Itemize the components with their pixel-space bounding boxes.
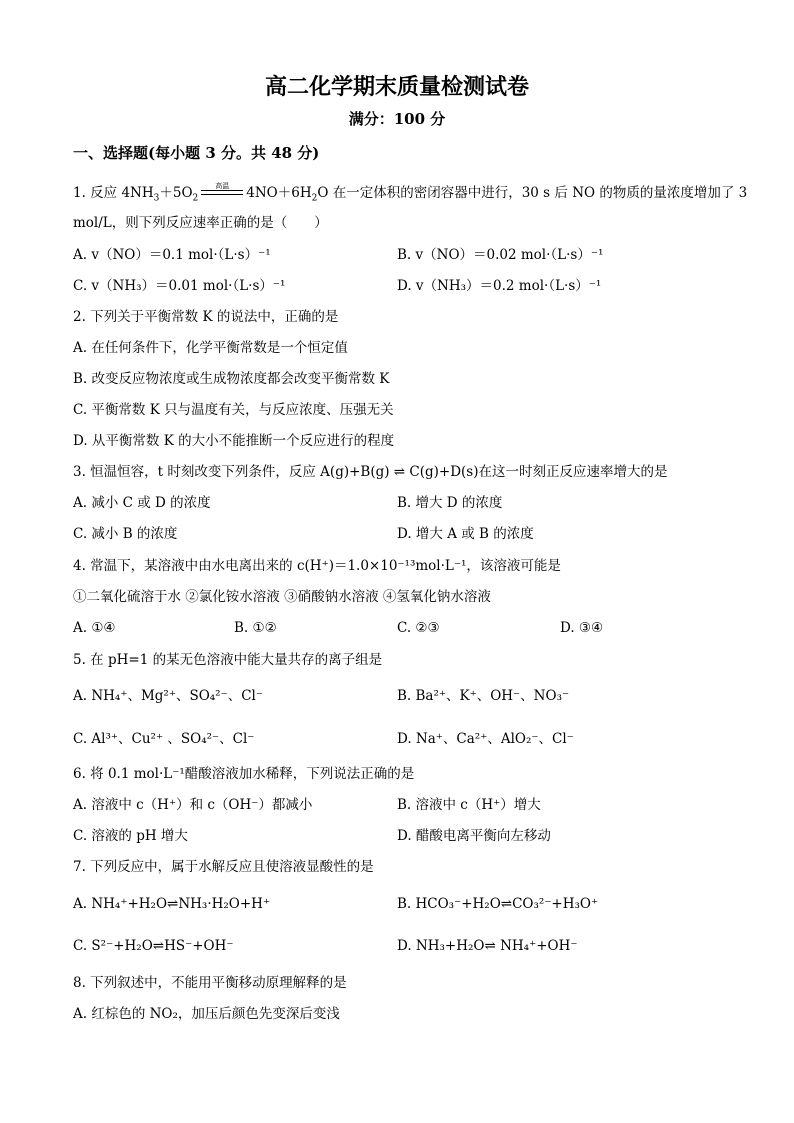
q2-option-a: A. 在任何条件下，化学平衡常数是一个恒定值 xyxy=(73,340,348,356)
q1-option-c: C. v（NH₃）＝0.01 mol·（L·s）⁻¹ xyxy=(73,278,286,294)
q1-stem-part: 4NO＋6H xyxy=(246,185,312,201)
q8-option-a: A. 红棕色的 NO₂，加压后颜色先变深后变浅 xyxy=(73,1006,340,1022)
q6-stem: 6. 将 0.1 mol·L⁻¹醋酸溶液加水稀释，下列说法正确的是 xyxy=(73,766,415,782)
q1-stem-continued: mol/L，则下列反应速率正确的是（ ） xyxy=(73,215,328,231)
q4-option-b: B. ①② xyxy=(234,620,277,636)
q5-stem: 5. 在 pH=1 的某无色溶液中能大量共存的离子组是 xyxy=(73,652,383,668)
q1-option-b: B. v（NO）＝0.02 mol·（L·s）⁻¹ xyxy=(397,247,604,263)
q2-option-d: D. 从平衡常数 K 的大小不能推断一个反应进行的程度 xyxy=(73,433,395,449)
q2-stem: 2. 下列关于平衡常数 K 的说法中，正确的是 xyxy=(73,309,339,325)
reaction-condition: 高温 xyxy=(215,181,230,190)
reaction-arrow-icon xyxy=(201,181,243,201)
q4-option-d: D. ③④ xyxy=(560,620,604,636)
q1-stem-part: 1. 反应 4NH xyxy=(73,185,154,201)
q6-option-c: C. 溶液的 pH 增大 xyxy=(73,828,188,844)
q1-stem-part: ＋5O xyxy=(159,185,193,201)
q6-option-b: B. 溶液中 c（H⁺）增大 xyxy=(397,797,541,813)
section-heading: 一、选择题(每小题 3 分。共 48 分) xyxy=(73,144,320,162)
q7-option-b: B. HCO₃⁻+H₂O⇌CO₃²⁻+H₃O⁺ xyxy=(397,896,599,912)
q4-list: ①二氧化硫溶于水 ②氯化铵水溶液 ③硝酸钠水溶液 ④氢氧化钠水溶液 xyxy=(73,589,491,605)
q8-stem: 8. 下列叙述中，不能用平衡移动原理解释的是 xyxy=(73,975,347,991)
q5-option-d: D. Na⁺、Ca²⁺、AlO₂⁻、Cl⁻ xyxy=(397,731,574,747)
full-score: 满分：100 分 xyxy=(348,110,446,128)
q7-option-d: D. NH₃+H₂O⇌ NH₄⁺+OH⁻ xyxy=(397,938,578,954)
q7-option-a: A. NH₄⁺+H₂O⇌NH₃·H₂O+H⁺ xyxy=(73,896,271,912)
q3-option-b: B. 增大 D 的浓度 xyxy=(397,495,503,511)
q7-option-c: C. S²⁻+H₂O⇌HS⁻+OH⁻ xyxy=(73,938,234,954)
q3-option-d: D. 增大 A 或 B 的浓度 xyxy=(397,526,534,542)
q4-option-c: C. ②③ xyxy=(397,620,440,636)
q5-option-c: C. Al³⁺、Cu²⁺ 、SO₄²⁻、Cl⁻ xyxy=(73,731,255,747)
q7-stem: 7. 下列反应中，属于水解反应且使溶液显酸性的是 xyxy=(73,859,374,875)
q4-stem: 4. 常温下，某溶液中由水电离出来的 c(H⁺)＝1.0×10⁻¹³mol·L⁻¹，该溶液可能是 xyxy=(73,558,561,574)
q2-option-b: B. 改变反应物浓度或生成物浓度都会改变平衡常数 K xyxy=(73,371,390,387)
q1-stem: 1. 反应 $4NH_3+5O_2$ 高温 $4NO+6H_2O$ 在一定体积的密闭容器中进行，30 s 后 NO 的物质的量浓度增加了 3 xyxy=(73,184,747,208)
q2-option-c: C. 平衡常数 K 只与温度有关，与反应浓度、压强无关 xyxy=(73,402,394,418)
q6-option-a: A. 溶液中 c（H⁺）和 c（OH⁻）都减小 xyxy=(73,797,313,813)
q1-option-a: A. v（NO）＝0.1 mol·（L·s）⁻¹ xyxy=(73,247,271,263)
q6-option-d: D. 醋酸电离平衡向左移动 xyxy=(397,828,551,844)
q5-option-b: B. Ba²⁺、K⁺、OH⁻、NO₃⁻ xyxy=(397,688,570,704)
q4-option-a: A. ①④ xyxy=(73,620,116,636)
q3-option-a: A. 减小 C 或 D 的浓度 xyxy=(73,495,211,511)
q1-option-d: D. v（NH₃）＝0.2 mol·（L·s）⁻¹ xyxy=(397,278,602,294)
q3-option-c: C. 减小 B 的浓度 xyxy=(73,526,178,542)
q1-stem-part: O 在一定体积的密闭容器中进行，30 s 后 NO 的物质的量浓度增加了 3 xyxy=(317,185,748,201)
q3-stem: 3. 恒温恒容，t 时刻改变下列条件，反应 A(g)+B(g) ⇌ C(g)+D(s)在这一时刻正反应速率增大的是 xyxy=(73,464,668,480)
q5-option-a: A. NH₄⁺、Mg²⁺、SO₄²⁻、Cl⁻ xyxy=(73,688,263,704)
page-title: 高二化学期末质量检测试卷 xyxy=(264,74,529,100)
